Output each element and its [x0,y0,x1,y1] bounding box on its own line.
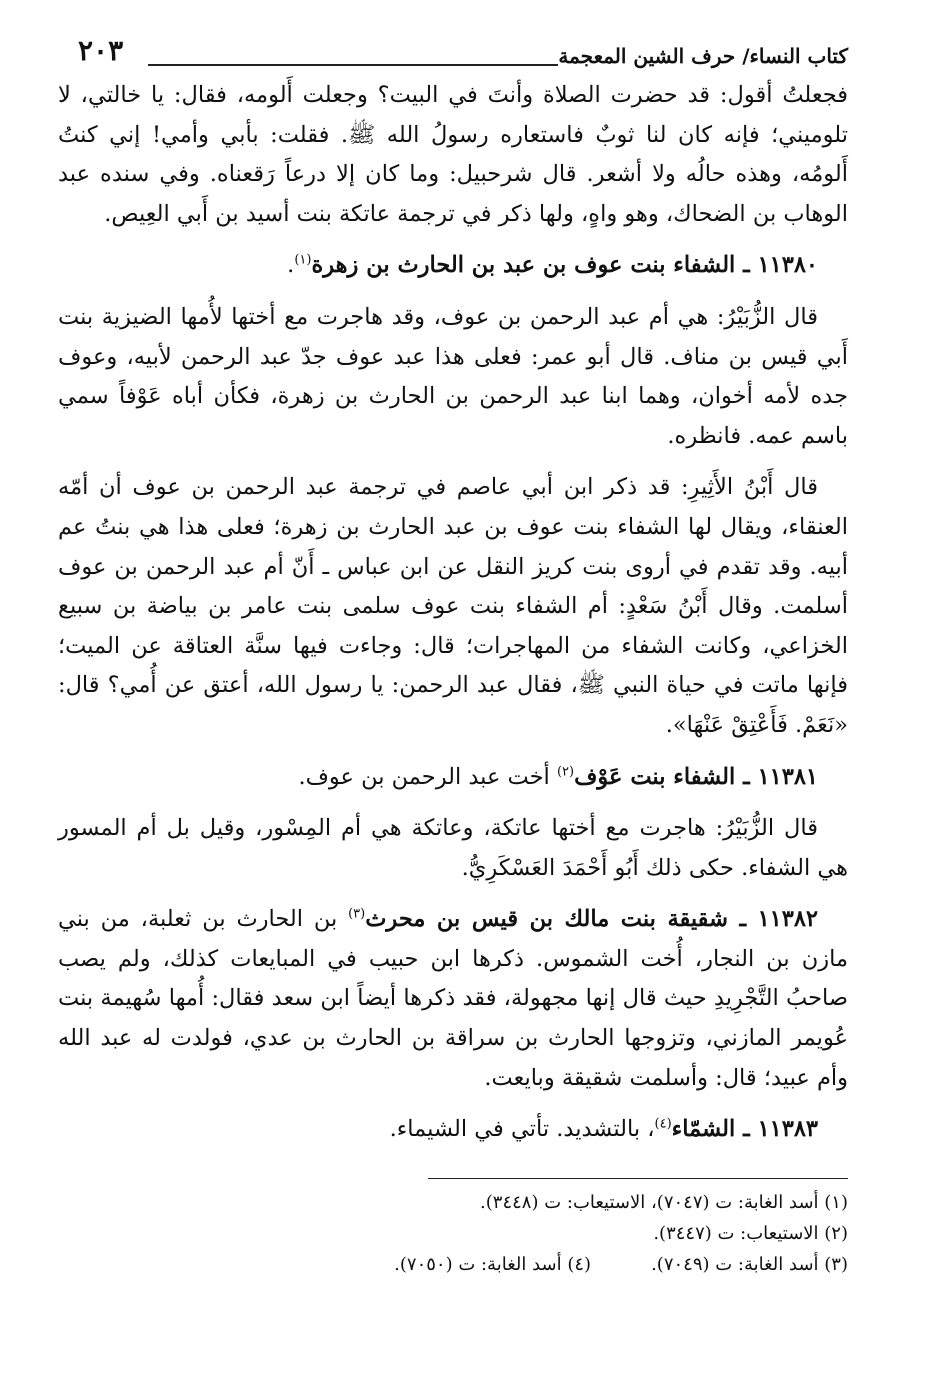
header-rule [148,64,558,66]
footnote-3: (٣) أسد الغابة: ت (٧٠٤٩). [651,1253,848,1275]
entry-11381 [58,758,848,798]
entry-heading: ١١٣٨٠ ـ الشفاء بنت عوف بن عبد بن الحارث بن زهرة [311,252,818,279]
main-text [58,76,848,1150]
paragraph-text: قال الزُّبَيْرُ: هاجرت مع أختها عاتكة، وعاتكة هي أم المِسْور، وقيل بل أم المسور هي الشفاء. حكى ذلك أَبُو أَحْمَدَ العَسْكَرِيُّ. [58,815,848,881]
footnote-2: (٢) الاستيعاب: ت (٣٤٤٧). [653,1222,848,1244]
entry-heading: ١١٣٨١ ـ الشفاء بنت عَوْف [574,763,818,790]
footnote-ref[interactable]: (٣) [348,906,366,922]
running-title: كتاب النساء/ حرف الشين المعجمة [558,44,848,68]
paragraph-text: قال الزُّبَيْرُ: هي أم عبد الرحمن بن عوف، وقد هاجرت مع أختها لأُمها الضيزية بنت أَبي قيس بن مناف. قال أبو عمر: فعلى هذا عبد عوف جدّ عبد الرحمن لأبيه، وعوف جده لأمه أخوان، وهما ابنا عبد الرحمن بن الحارث بن زهرة، فكأن أباه عَوْفاً سمي باسم عمه. فانظره. [58,303,848,449]
footnote-1: (١) أسد الغابة: ت (٧٠٤٧)، الاستيعاب: ت (٣٤٤٨). [480,1191,848,1213]
entry-heading: ١١٣٨٢ ـ شقيقة بنت مالك بن قيس بن محرث [365,906,819,933]
book-page [58,30,848,1390]
footnote-ref[interactable]: (٤) [654,1116,672,1132]
paragraph-continuation [58,76,848,234]
paragraph-zubayr-1 [58,298,848,456]
footnote-row [58,1187,848,1218]
entry-text: بن الحارث بن ثعلبة، من بني مازن بن النجار، أُخت الشموس. ذكرها ابن حبيب في المبايعات كذلك، ولم يصب صاحبُ التَّجْرِيدِ حيث قال إنها مجهولة، فقد ذكرها أيضاً ابن سعد فقال: أُمها سُهيمة بنت عُويمر المازني، وتزوجها الحارث بن سراقة بن الحارث بن عدي، فولدت له عبد الله وأم عبيد؛ قال: وأسلمت شقيقة وبايعت. [58,906,848,1091]
entry-text: ، بالتشديد. تأتي في الشيماء. [389,1116,655,1143]
paragraph-ibn-athir [58,468,848,745]
footnote-row [58,1218,848,1249]
entry-11380 [58,246,848,286]
paragraph-text: فجعلتُ أقول: قد حضرت الصلاة وأنتَ في البيت؟ وجعلت أَلومه، فقال: يا خالتي، لا تلوميني؛ فإنه كان لنا ثوبٌ فاستعاره رسولُ الله ﷺ. فقلت: بأبي وأمي! إني كنتُ أَلومُه، وهذه حالُه ولا أشعر. قال شرحبيل: وما كان إلا درعاً رَقعناه. وفي سنده عبد الوهاب بن الضحاك، وهو واهٍ، ولها ذكر في ترجمة عاتكة بنت أسيد بن أَبي العِيص. [58,82,848,227]
footnote-ref[interactable]: (١) [294,252,312,268]
footnotes [58,1187,848,1280]
page-header [58,30,848,76]
footnote-ref[interactable]: (٢) [556,764,575,779]
footnote-4: (٤) أسد الغابة: ت (٧٠٥٠). [394,1253,592,1275]
footnote-separator [428,1178,848,1179]
footnote-row [58,1249,848,1280]
entry-text: . [287,252,295,279]
page-number: ٢٠٣ [78,34,124,67]
entry-11382 [58,900,848,1098]
paragraph-zubayr-2 [58,809,848,888]
entry-text: أخت عبد الرحمن بن عوف. [298,763,557,790]
entry-heading: ١١٣٨٣ ـ الشمّاء [671,1116,818,1143]
entry-11383 [58,1110,848,1150]
paragraph-text: قال أَبْنُ الأَثِيرِ: قد ذكر ابن أبي عاصم في ترجمة عبد الرحمن بن عوف أن أمّه العنقاء، ويقال لها الشفاء بنت عوف بن عبد الحارث بن زهرة؛ فعلى هذا هي بنتُ عم أبيه. وقد تقدم في أروى بنت كريز النقل عن ابن عباس ـ أَنّ أم عبد الرحمن بن عوف أسلمت. وقال أَبْنُ سَعْدٍ: أم الشفاء بنت عوف سلمى بنت عامر بن بياضة بن سبيع الخزاعي، وكانت الشفاء من المهاجرات؛ قال: وجاءت فيها سنَّة العتاقة عن الميت؛ فإنها ماتت في حياة النبي ﷺ، فقال عبد الرحمن: يا رسول الله، أعتق عن أُمي؟ قال: «نَعَمْ. فَأَعْتِقْ عَنْهَا». [58,474,848,738]
